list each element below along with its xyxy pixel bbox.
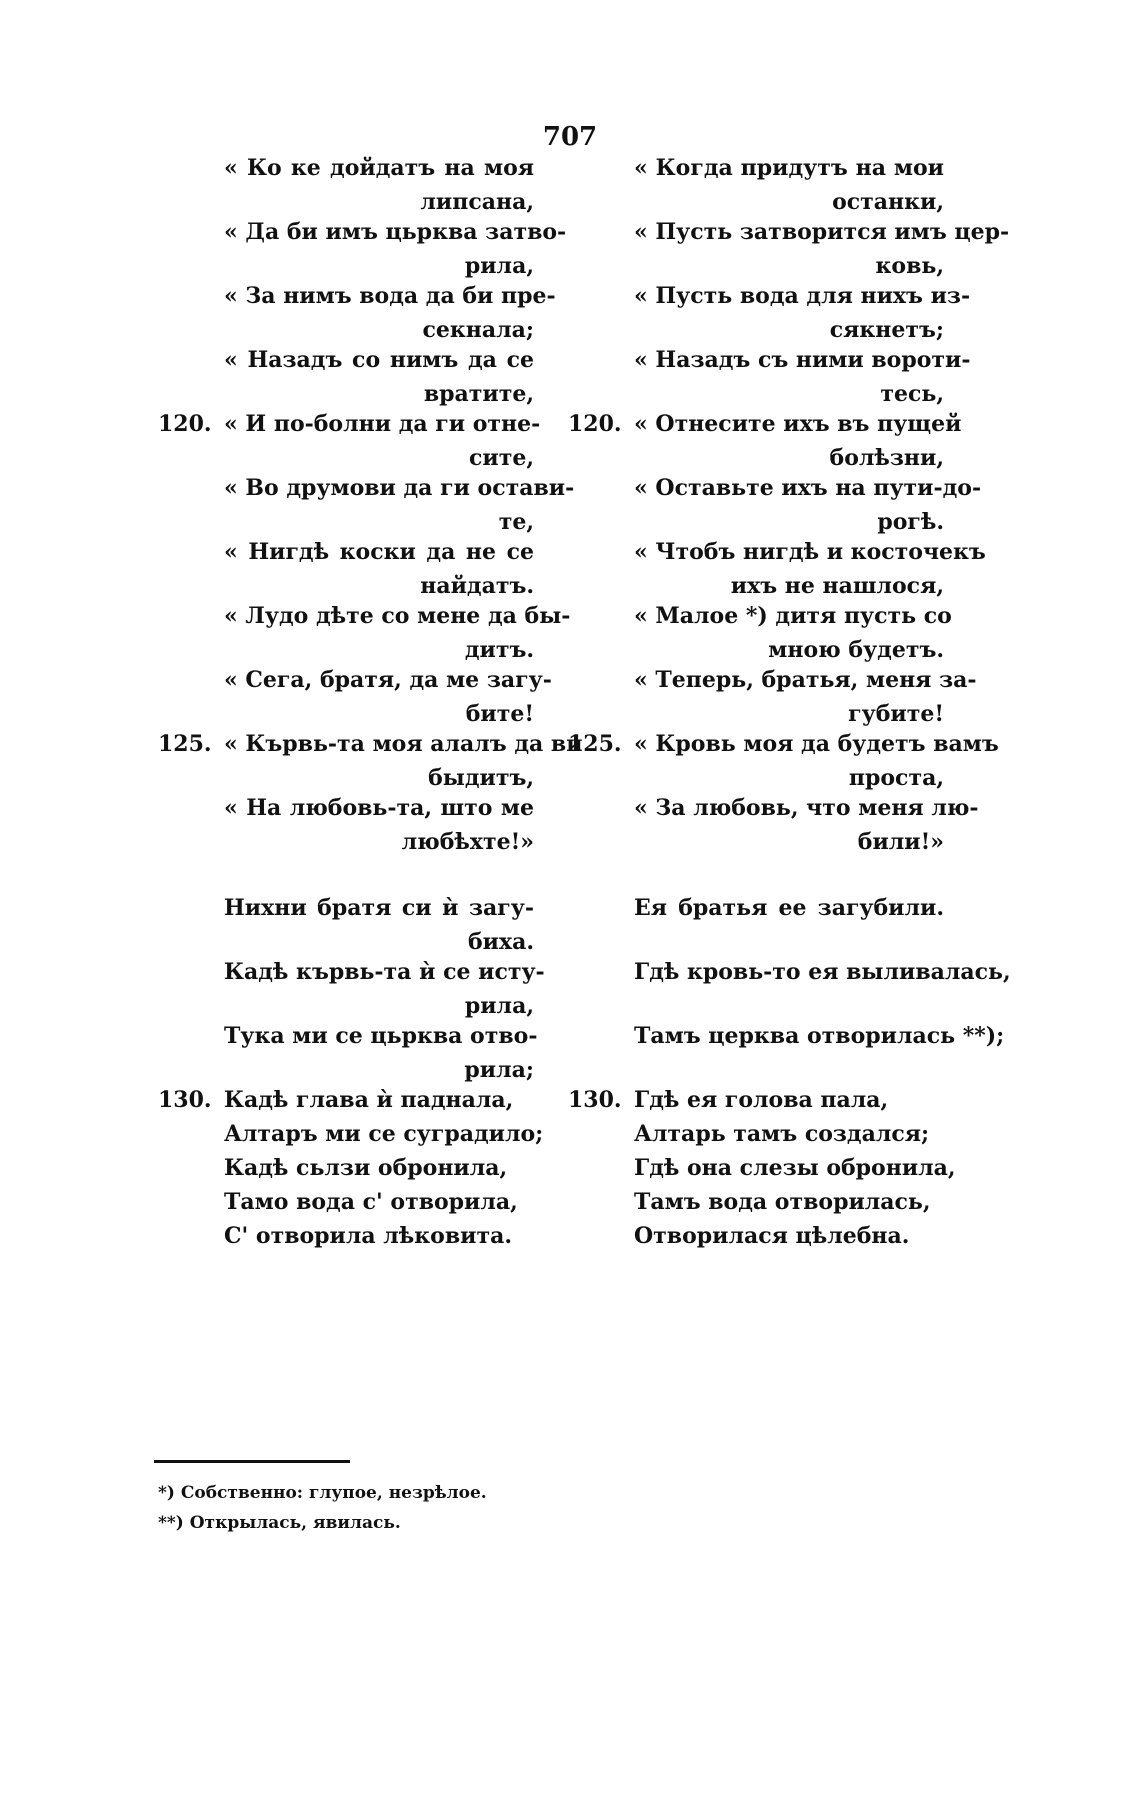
verse-line [568, 214, 1010, 250]
verse-line [568, 1218, 958, 1254]
verse-cont-text: те, [498, 509, 534, 535]
verse-text: « Теперь, братья, меня за- [634, 667, 977, 693]
verse-text: « Сега, братя, да ме загу- [224, 667, 552, 693]
verse-text: « На любовь-та, што ме [224, 795, 534, 821]
verse-text: « Ко ке дойдатъ на моя [224, 155, 534, 181]
verse-line [158, 1184, 548, 1220]
verse-line [568, 1184, 958, 1220]
verse-cont-text: рогѣ. [877, 509, 944, 535]
verse-text: Тамъ вода отворилась, [634, 1189, 931, 1215]
verse-line [158, 1218, 548, 1254]
line-number: 120. [158, 411, 212, 437]
footnote-rule [154, 1460, 350, 1463]
footnote: *) Собственно: глупое, незрѣлое. [158, 1483, 487, 1503]
verse-text: Ея братья ее загубили. [634, 895, 944, 921]
verse-line [568, 342, 971, 378]
verse-cont-text: быдитъ, [428, 765, 534, 791]
verse-line [158, 342, 548, 378]
verse-line [158, 1116, 548, 1152]
verse-text: « Назадъ съ ними вороти- [634, 347, 971, 373]
verse-text: Кадѣ сьлзи обронила, [224, 1155, 508, 1181]
verse-text: « И по-болни да ги отне- [224, 411, 541, 437]
verse-line [568, 1116, 958, 1152]
verse-text: Тамо вода с' отворила, [224, 1189, 518, 1215]
verse-cont-text: били!» [857, 829, 944, 855]
verse-continuation [568, 824, 958, 860]
verse-text: « Малое *) дитя пусть со [634, 603, 952, 629]
verse-cont-text: найдатъ. [420, 573, 534, 599]
verse-cont-text: дитъ. [464, 637, 534, 663]
verse-text: « Оставьте ихъ на пути-до- [634, 475, 982, 501]
verse-cont-text: останки, [832, 189, 944, 215]
verse-text: « Лудо дѣте со мене да бы- [224, 603, 571, 629]
line-number: 130. [158, 1087, 212, 1113]
verse-line [158, 662, 552, 698]
verse-text: Гдѣ она слезы обронила, [634, 1155, 956, 1181]
verse-cont-text: ковь, [875, 253, 944, 279]
verse-line [568, 726, 999, 762]
verse-line [568, 662, 977, 698]
verse-line [158, 1018, 548, 1054]
verse-line [158, 890, 548, 926]
verse-line [158, 954, 548, 990]
verse-cont-text: бите! [465, 701, 534, 727]
verse-line [158, 406, 548, 442]
verse-line [568, 790, 979, 826]
verse-text: Кадѣ кървь-та ѝ се исту- [224, 959, 545, 985]
verse-continuation [158, 824, 548, 860]
verse-text: « За нимъ вода да би пре- [224, 283, 556, 309]
verse-cont-text: рила, [464, 253, 534, 279]
verse-line [568, 598, 958, 634]
verse-text: « Чтобъ нигдѣ и косточекъ [634, 539, 986, 565]
verse-text: Нихни братя си ѝ загу- [224, 895, 534, 921]
verse-cont-text: биха. [467, 929, 534, 955]
verse-line [568, 534, 986, 570]
verse-line [568, 150, 958, 186]
verse-line [568, 406, 962, 442]
verse-text: Тука ми се цьрква отво- [224, 1023, 538, 1049]
verse-line [158, 534, 548, 570]
verse-line [568, 1018, 1005, 1054]
verse-line [158, 470, 575, 506]
verse-text: С' отворила лѣковита. [224, 1223, 512, 1249]
verse-text: Кадѣ глава ѝ паднала, [224, 1087, 514, 1113]
verse-cont-text: секнала; [422, 317, 534, 343]
verse-line [158, 790, 548, 826]
verse-text: « Да би имъ цьрква затво- [224, 219, 567, 245]
verse-text: Алтарь тамъ создался; [634, 1121, 930, 1147]
verse-text: « Когда придутъ на мои [634, 155, 944, 181]
verse-cont-text: проста, [848, 765, 944, 791]
verse-text: Тамъ церква отворилась **); [634, 1023, 1005, 1049]
verse-line [158, 150, 548, 186]
verse-line [158, 726, 583, 762]
verse-text: « Кървь-та моя алалъ да ви [224, 731, 583, 757]
verse-line [568, 278, 971, 314]
verse-text: « Отнесите ихъ въ пущей [634, 411, 962, 437]
verse-text: « Пусть вода для нихъ из- [634, 283, 971, 309]
page-number: 707 [542, 122, 598, 152]
verse-cont-text: губите! [848, 701, 944, 727]
verse-cont-text: болѣзни, [829, 445, 944, 471]
verse-line [568, 1150, 958, 1186]
verse-line [158, 1082, 548, 1118]
verse-line [568, 470, 982, 506]
verse-line [158, 214, 567, 250]
verse-line [158, 1150, 548, 1186]
verse-cont-text: сякнетъ; [829, 317, 944, 343]
line-number: 130. [568, 1087, 622, 1113]
verse-text: Отворилася цѣлебна. [634, 1223, 910, 1249]
verse-cont-text: сите, [468, 445, 534, 471]
verse-text: « Кровь моя да будетъ вамъ [634, 731, 999, 757]
footnote: **) Открылась, явилась. [158, 1513, 401, 1533]
verse-line [158, 278, 556, 314]
verse-cont-text: рила, [464, 993, 534, 1019]
verse-text: « За любовь, что меня лю- [634, 795, 979, 821]
line-number: 125. [158, 731, 212, 757]
verse-text: « Во друмови да ги остави- [224, 475, 575, 501]
verse-cont-text: вратите, [423, 381, 534, 407]
verse-line [568, 954, 1011, 990]
verse-text: « Нигдѣ коски да не се [224, 539, 534, 565]
verse-text: « Пусть затворится имъ цер- [634, 219, 1010, 245]
verse-text: Гдѣ ея голова пала, [634, 1087, 889, 1113]
verse-cont-text: мною будетъ. [768, 637, 944, 663]
line-number: 120. [568, 411, 622, 437]
line-number: 125. [568, 731, 622, 757]
verse-cont-text: рила; [464, 1057, 534, 1083]
verse-cont-text: тесь, [880, 381, 944, 407]
verse-cont-text: ихъ не нашлося, [730, 573, 944, 599]
verse-text: Гдѣ кровь-то ея выливалась, [634, 959, 1011, 985]
verse-text: Алтаръ ми се суградило; [224, 1121, 544, 1147]
verse-cont-text: любѣхте!» [401, 829, 534, 855]
verse-line [158, 598, 571, 634]
verse-text: « Назадъ со нимъ да се [224, 347, 534, 373]
verse-cont-text: липсана, [420, 189, 534, 215]
verse-line [568, 1082, 958, 1118]
verse-line [568, 890, 958, 926]
